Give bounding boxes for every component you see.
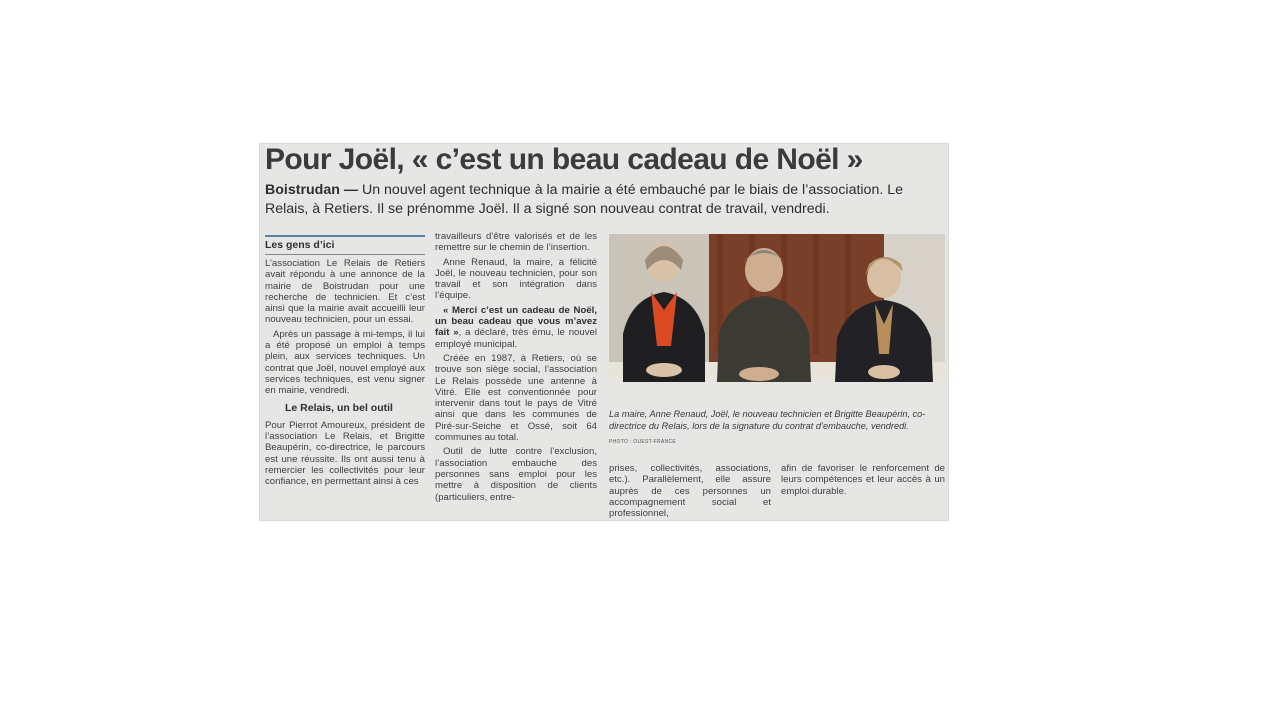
col2-paragraph-5: Outil de lutte contre l’exclusion, l’association embauche des personnes sans emploi pour les mettre à disposition de clients (particuliers, entre- <box>435 446 597 503</box>
col2-paragraph-1: travailleurs d’être valorisés et de les remettre sur le chemin de l’insertion. <box>435 231 597 254</box>
col4-paragraph-1: afin de favoriser le renforcement de leurs compétences et leur accès à un emploi durable. <box>781 463 945 497</box>
article-headline: Pour Joël, « c’est un beau cadeau de Noël » <box>265 143 863 176</box>
col1-paragraph-2: Après un passage à mi-temps, il lui a été proposé un emploi à temps plein, aux services techniques. Un contrat que Joël, nouvel employé aux services techniques, est venu signer en mairie, vendredi. <box>265 328 425 397</box>
column-1 <box>265 258 425 491</box>
col2-quote: « Merci c’est un cadeau de Noël, un beau cadeau que vous m’avez fait » <box>435 304 597 339</box>
col2-quote-paragraph <box>435 305 597 350</box>
col1-paragraph-3: Pour Pierrot Amoureux, président de l’association Le Relais, et Brigitte Beaupérin, co-directrice, le parcours est une réussite. Ils ont aussi tenu à remercier les collectivités pour leur confiance, en permettant ainsi à ces <box>265 419 425 488</box>
photo-illustration <box>609 234 945 382</box>
col3-paragraph-1: prises, collectivités, associations, etc.). Parallèlement, elle assure auprès de ces personnes un accompagnement social et professionnel, <box>609 463 771 520</box>
col1-paragraph-1: L’association Le Relais de Retiers avait répondu à une annonce de la mairie de Boistrudan pour une recherche de technicien. Et c’est ainsi que la mairie avait accueilli leur nouveau technicien, pour un essai. <box>265 258 425 326</box>
rubric-label: Les gens d’ici <box>265 235 425 255</box>
col2-paragraph-4: Créée en 1987, à Retiers, où se trouve son siège social, l’association Le Relais possède une antenne à Vitré. Elle est conventionnée pour intervenir dans tout le pays de Vitré ainsi que dans les communes de Piré-sur-Seiche et Ossé, soit 64 communes au total. <box>435 352 597 444</box>
article-lead <box>265 181 945 219</box>
col1-subheading: Le Relais, un bel outil <box>285 401 393 414</box>
article-photo <box>609 234 945 382</box>
photo-caption: La maire, Anne Renaud, Joël, le nouveau technicien et Brigitte Beaupérin, co-directrice du Relais, lors de la signature du contrat d’embauche, vendredi. <box>609 409 926 431</box>
col2-paragraph-2: Anne Renaud, la maire, a félicité Joël, le nouveau technicien, pour son travail et son intégration dans l’équipe. <box>435 256 597 302</box>
photo-credit: PHOTO : OUEST-FRANCE <box>609 439 677 445</box>
column-3 <box>609 463 771 521</box>
newspaper-clipping <box>259 143 949 521</box>
column-2 <box>435 231 597 506</box>
lead-text: Un nouvel agent technique à la mairie a été embauché par le biais de l’association. Le Relais, à Retiers. Il se prénomme Joël. Il a signé son nouveau contrat de travail, vendredi. <box>265 182 904 217</box>
column-4 <box>781 463 945 500</box>
lead-place: Boistrudan — <box>265 182 359 198</box>
col2-quote-rest: , a déclaré, très ému, le nouvel employé municipal. <box>435 327 597 350</box>
